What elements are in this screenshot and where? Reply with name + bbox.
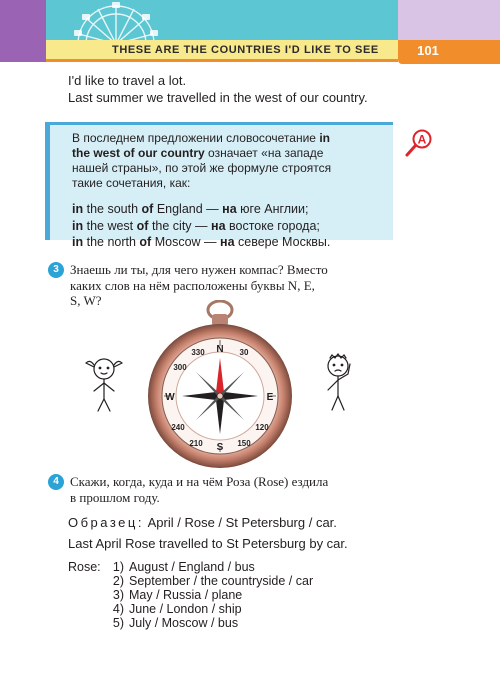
info-bold-in: in <box>319 131 330 145</box>
compass-mark-30: 30 <box>239 348 249 357</box>
ex-place: England <box>156 202 203 216</box>
ex-dash: — <box>206 202 219 216</box>
ex-place: the city <box>151 218 192 233</box>
compass-illustration <box>140 300 300 470</box>
example-line <box>72 201 392 218</box>
compass-mark-w: W <box>165 392 175 403</box>
task-3-line-2: каких слов на нём расположены буквы N, E, <box>70 277 315 293</box>
example-label: Образец: <box>68 515 144 530</box>
task-4-line-1: Скажи, когда, куда и на чём Роза (Rose) ездила <box>70 474 329 489</box>
ex-mid: the north <box>86 235 136 249</box>
compass-mark-150: 150 <box>237 439 251 448</box>
list-item <box>68 602 313 616</box>
list-item <box>68 574 313 588</box>
example-line <box>72 234 392 251</box>
task-4-text <box>70 474 328 505</box>
example-pattern-line <box>68 514 337 531</box>
compass-mark-240: 240 <box>171 423 185 432</box>
page-number-tab <box>398 40 500 64</box>
ex-mid: the south <box>86 202 139 216</box>
ex-ru: севере Москвы. <box>238 235 331 249</box>
svg-text:A: A <box>417 132 427 147</box>
list-item <box>68 560 313 574</box>
ex-of: of <box>139 235 152 249</box>
ex-na: на <box>211 218 226 233</box>
info-text-4: такие сочетания, как: <box>72 176 191 190</box>
item-number: 2) <box>112 574 124 588</box>
info-text-1: В последнем предложении словосочетание <box>72 131 316 145</box>
ex-mid: the west <box>86 218 134 233</box>
ex-na: на <box>222 202 237 216</box>
ex-in: in <box>72 202 84 216</box>
info-bold-phrase: the west of our country <box>72 146 205 160</box>
boy-figure-illustration <box>318 352 362 414</box>
item-text: August / England / bus <box>129 560 255 574</box>
item-text: September / the countryside / car <box>129 574 314 588</box>
ex-of: of <box>141 202 154 216</box>
compass-mark-330: 330 <box>191 348 205 357</box>
item-text: July / Moscow / bus <box>129 616 239 630</box>
list-item <box>68 588 313 602</box>
ex-in: in <box>72 218 84 233</box>
ex-of: of <box>136 218 149 233</box>
ex-in: in <box>72 235 84 249</box>
item-number: 5) <box>112 616 124 630</box>
ex-place: Moscow <box>154 235 201 249</box>
rose-label: Rose: <box>68 560 101 574</box>
compass-mark-120: 120 <box>255 423 269 432</box>
intro-line-1: I'd like to travel a lot. <box>68 73 187 88</box>
girl-figure-illustration <box>82 355 126 415</box>
ex-na: на <box>220 235 235 249</box>
intro-line-2: Last summer we travelled in the west of our country. <box>68 90 368 105</box>
item-text: June / London / ship <box>129 602 242 616</box>
item-number: 4) <box>112 602 124 616</box>
grammar-info-box <box>45 122 393 249</box>
page-number: 101 <box>417 43 439 58</box>
ex-ru: востоке города; <box>229 218 320 233</box>
example-line <box>72 218 392 235</box>
ex-ru: юге Англии; <box>240 202 309 216</box>
rose-trip-list <box>68 560 313 630</box>
compass-mark-210: 210 <box>189 439 203 448</box>
ex-dash: — <box>195 218 208 233</box>
info-text-2: означает «на западе <box>208 146 324 160</box>
compass-mark-300: 300 <box>173 363 187 372</box>
header-purple-block <box>0 0 46 62</box>
task-3-line-3: S, W? <box>70 293 102 308</box>
example-answer: Last April Rose travelled to St Petersburg by car. <box>68 536 348 551</box>
compass-mark-e: E <box>266 392 274 403</box>
header-teal-block <box>46 0 398 40</box>
task-4-number: 4 <box>48 474 64 490</box>
task-4-line-2: в прошлом году. <box>70 489 160 505</box>
task-3-line-1: Знаешь ли ты, для чего нужен компас? Вместо <box>70 262 328 277</box>
magnifier-a-icon <box>404 128 434 160</box>
header-lilac-block <box>398 0 500 40</box>
ferris-wheel-decoration <box>46 0 398 40</box>
unit-title: THESE ARE THE COUNTRIES I'D LIKE TO SEE <box>112 44 379 56</box>
info-paragraph <box>72 131 390 191</box>
compass-mark-n: N <box>216 344 224 355</box>
list-item <box>68 616 313 630</box>
ex-dash: — <box>204 235 217 249</box>
compass-mark-s: S <box>216 442 224 453</box>
item-number: 1) <box>112 560 124 574</box>
example-pattern: April / Rose / St Petersburg / car. <box>147 515 337 530</box>
item-text: May / Russia / plane <box>129 588 243 602</box>
item-number: 3) <box>112 588 124 602</box>
task-3-number: 3 <box>48 262 64 278</box>
info-text-3: нашей страны», по этой же формуле строятся <box>72 161 332 175</box>
example-phrases <box>72 201 392 251</box>
